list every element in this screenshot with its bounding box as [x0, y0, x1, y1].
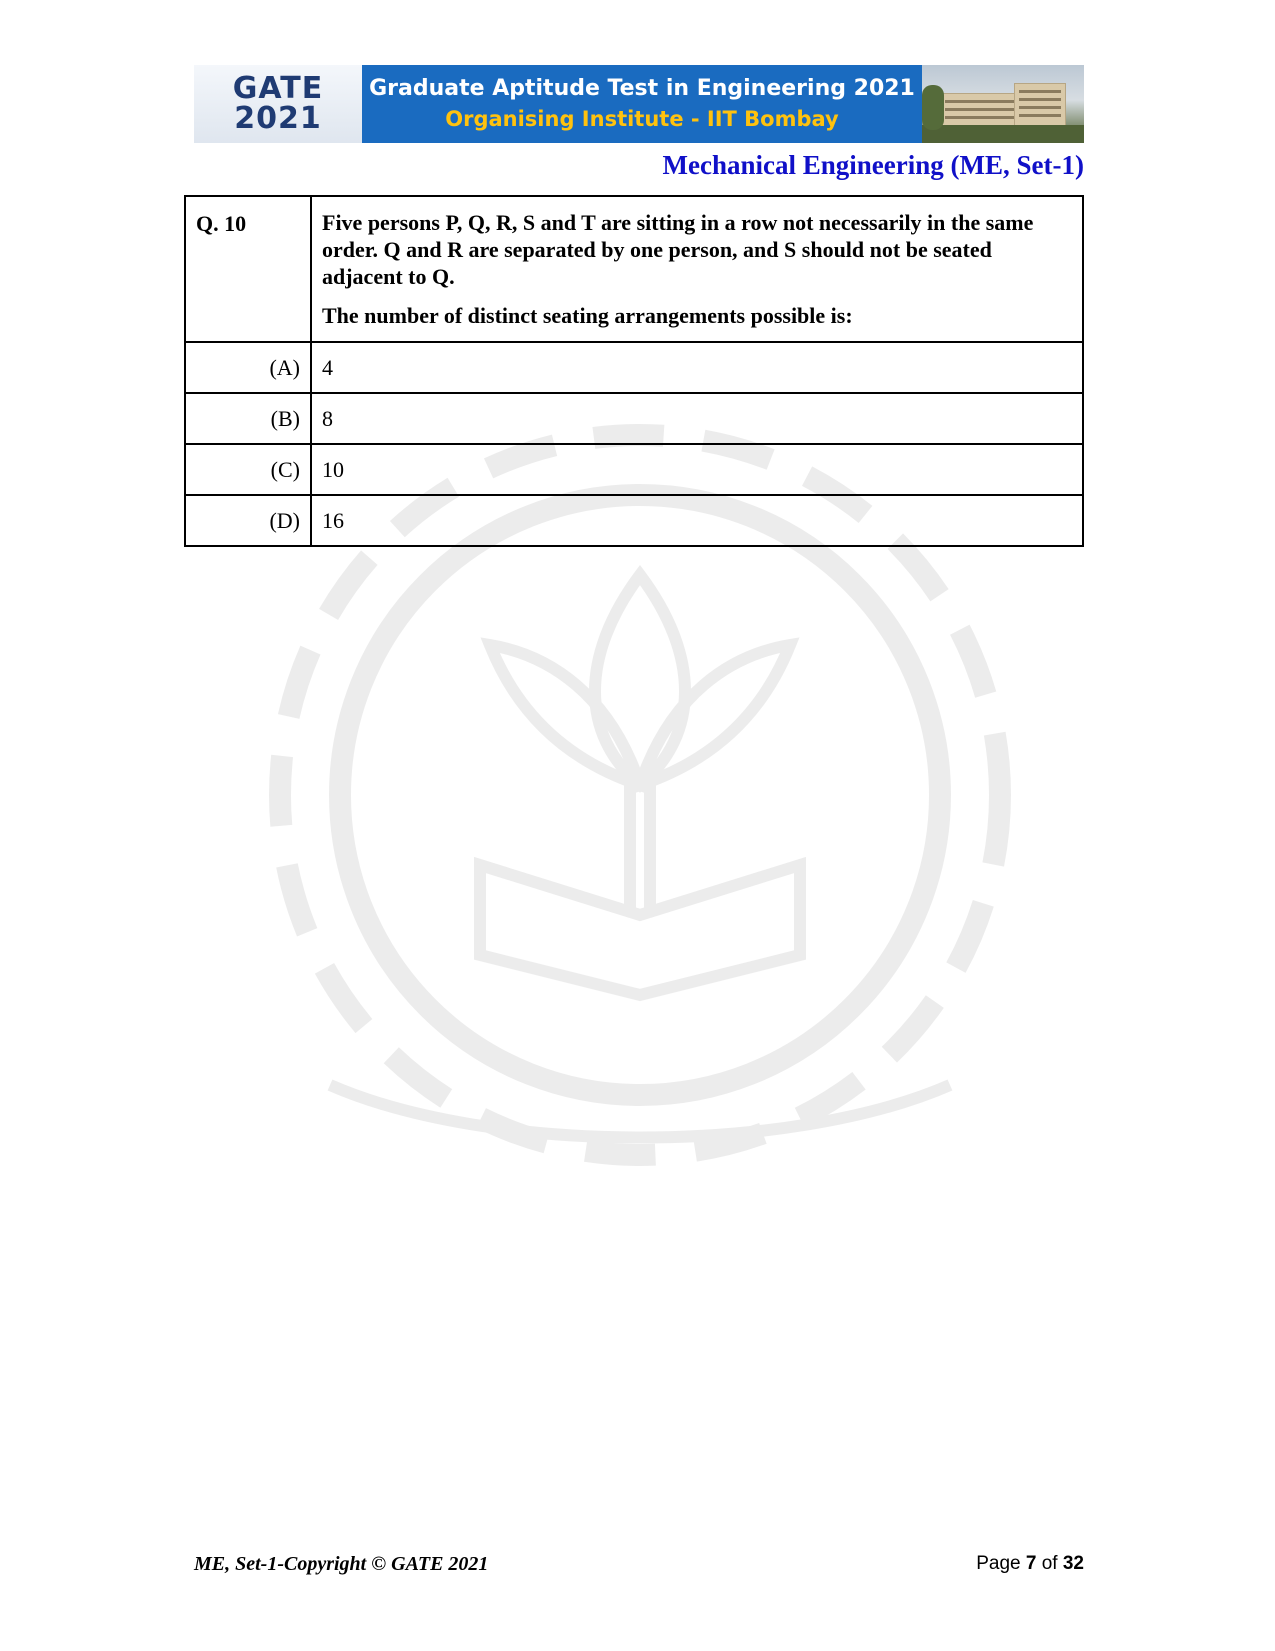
option-row	[185, 495, 1083, 546]
option-label: (A)	[185, 342, 311, 393]
campus-building-image	[922, 65, 1084, 143]
exam-title: Graduate Aptitude Test in Engineering 2021	[369, 76, 915, 101]
question-number: Q. 10	[185, 196, 311, 342]
option-value: 8	[311, 393, 1083, 444]
organising-institute: Organising Institute - IIT Bombay	[445, 107, 839, 131]
option-label: (C)	[185, 444, 311, 495]
banner-title	[362, 65, 922, 143]
option-value: 4	[311, 342, 1083, 393]
option-label: (D)	[185, 495, 311, 546]
page-of: of	[1041, 1553, 1058, 1574]
exam-banner	[194, 65, 1084, 143]
question-text: Five persons P, Q, R, S and T are sitting in a row not necessarily in the same order. Q and R are separated by one person, and S should not be seated adjacent to Q.	[322, 210, 1034, 289]
page-number: 7	[1025, 1553, 1037, 1574]
option-value: 16	[311, 495, 1083, 546]
option-row	[185, 444, 1083, 495]
gate-logo	[194, 65, 362, 143]
logo-text-gate: GATE	[232, 71, 324, 106]
option-value: 10	[311, 444, 1083, 495]
question-body	[311, 196, 1083, 342]
page-indicator	[976, 1553, 1084, 1575]
question-prompt: The number of distinct seating arrangements possible is:	[322, 303, 853, 328]
page-prefix: Page	[976, 1553, 1021, 1574]
logo-text-year: 2021	[234, 101, 322, 136]
option-label: (B)	[185, 393, 311, 444]
question-row	[185, 196, 1083, 342]
paper-subject: Mechanical Engineering (ME, Set-1)	[662, 150, 1084, 180]
question-table	[184, 195, 1084, 547]
copyright-footer: ME, Set-1-Copyright © GATE 2021	[194, 1553, 489, 1575]
option-row	[185, 342, 1083, 393]
page-total: 32	[1062, 1553, 1084, 1574]
option-row	[185, 393, 1083, 444]
